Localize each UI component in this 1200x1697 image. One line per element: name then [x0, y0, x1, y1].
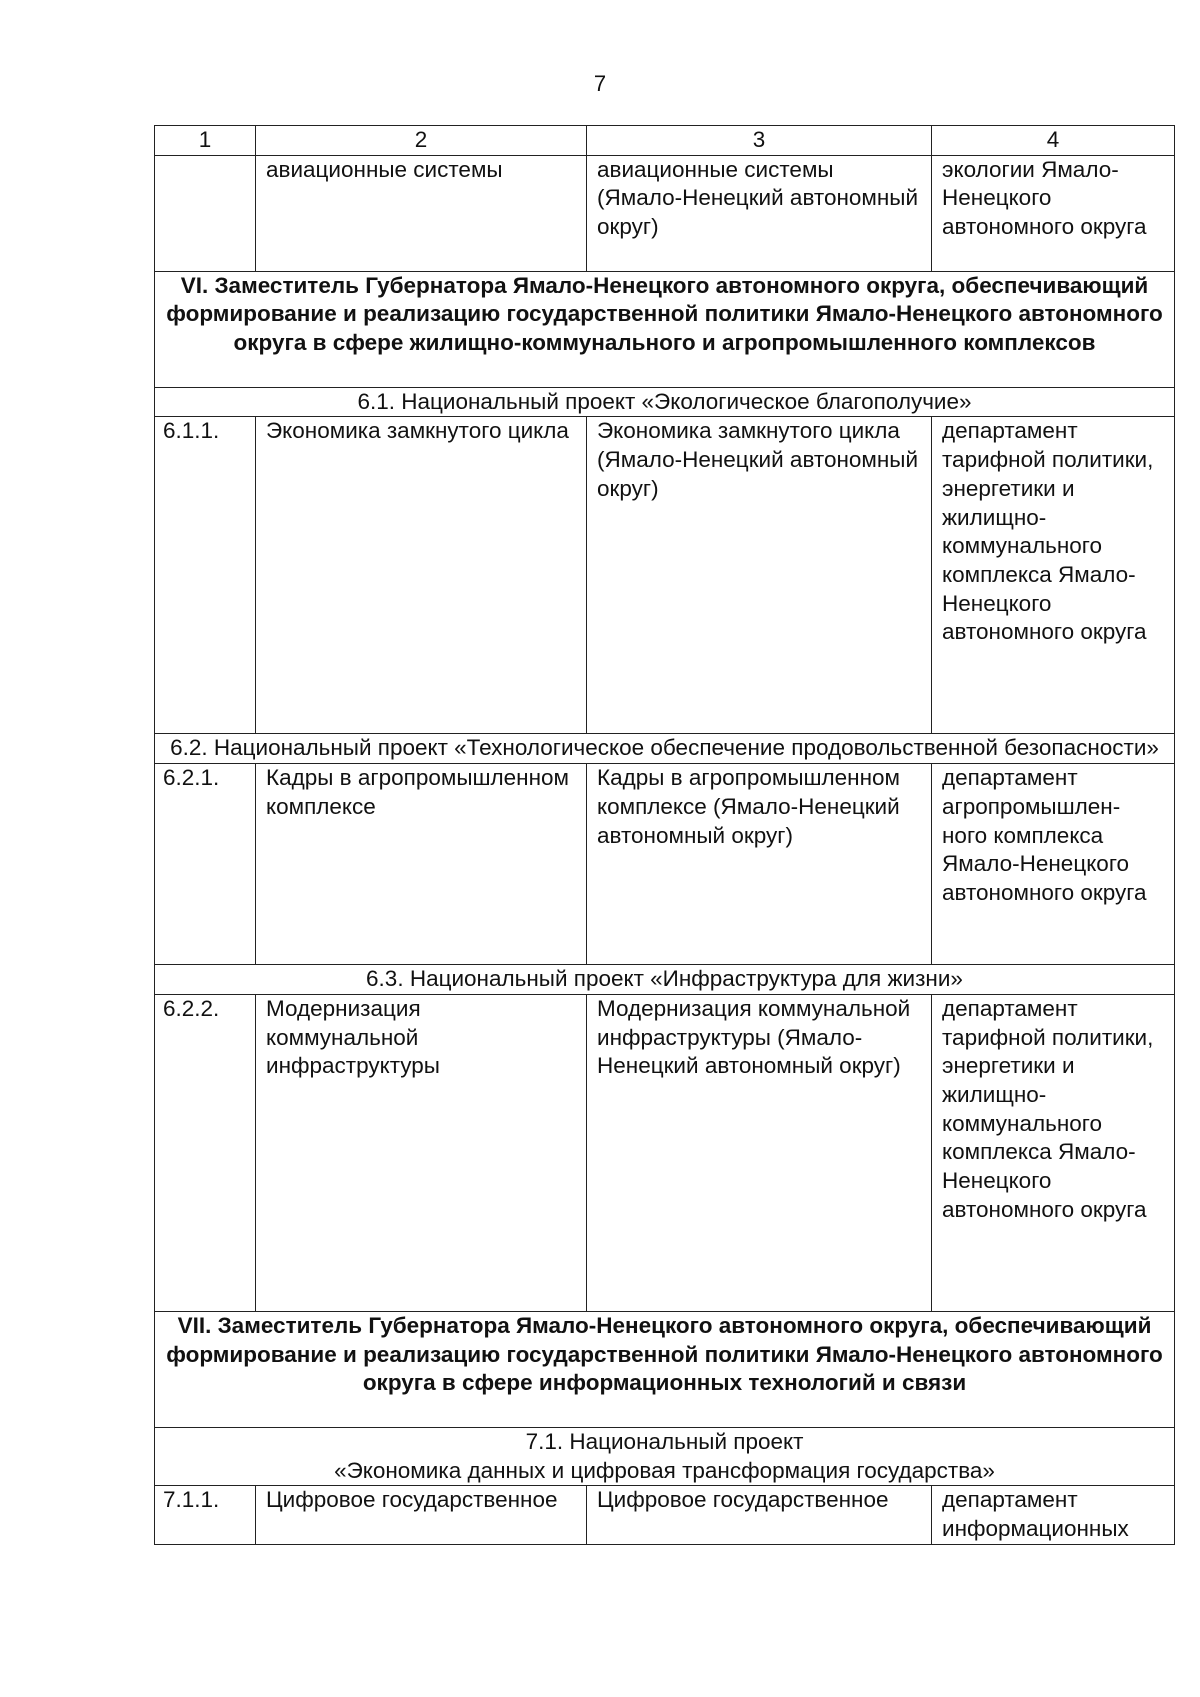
project-6-3-title: 6.3. Национальный проект «Инфраструктура для жизни» [155, 965, 1175, 995]
project-name-cell: авиационные системы [256, 155, 587, 271]
project-name-cell: Цифровое государственное [256, 1486, 587, 1544]
responsibility-table [154, 125, 1175, 1545]
row-number-cell: 6.1.1. [155, 417, 256, 734]
responsible-body-cell: департамент тарифной политики, энергетики и жилищно-коммунального комплекса Ямало-Ненецкого автономного округа [932, 417, 1175, 734]
column-header-1: 1 [155, 126, 256, 156]
section-6-title: VI. Заместитель Губернатора Ямало-Ненецкого автономного округа, обеспечивающий формирование и реализацию государственной политики Ямало-Ненецкого автономного округа в сфере жилищно-коммунального и агропромышленного комплексов [155, 271, 1175, 387]
regional-project-cell: Кадры в агропромышленном комплексе (Ямало-Ненецкий автономный округ) [587, 764, 932, 965]
project-7-1-title [155, 1427, 1175, 1485]
row-number-cell [155, 155, 256, 271]
project-name-cell: Экономика замкнутого цикла [256, 417, 587, 734]
regional-project-cell: Модернизация коммунальной инфраструктуры (Ямало-Ненецкий автономный округ) [587, 994, 932, 1311]
project-header-row [155, 1427, 1175, 1485]
column-header-4: 4 [932, 126, 1175, 156]
responsible-body-cell: департамент тарифной политики, энергетики и жилищно-коммунального комплекса Ямало-Ненецкого автономного округа [932, 994, 1175, 1311]
project-name-cell: Модернизация коммунальной инфраструктуры [256, 994, 587, 1311]
section-header-row [155, 271, 1175, 387]
responsible-body-cell: департамент агропромышлен-ного комплекса Ямало-Ненецкого автономного округа [932, 764, 1175, 965]
section-header-row [155, 1311, 1175, 1427]
section-7-title: VII. Заместитель Губернатора Ямало-Ненецкого автономного округа, обеспечивающий формирование и реализацию государственной политики Ямало-Ненецкого автономного округа в сфере информационных технологий и связи [155, 1311, 1175, 1427]
row-number-cell: 6.2.1. [155, 764, 256, 965]
regional-project-cell: Экономика замкнутого цикла (Ямало-Ненецкий автономный округ) [587, 417, 932, 734]
project-header-row [155, 734, 1175, 764]
table-row [155, 764, 1175, 965]
page-number: 7 [593, 71, 607, 96]
project-header-row [155, 965, 1175, 995]
regional-project-cell: авиационные системы (Ямало-Ненецкий автономный округ) [587, 155, 932, 271]
table-row [155, 994, 1175, 1311]
row-number-cell: 7.1.1. [155, 1486, 256, 1544]
table-row-continuation [155, 155, 1175, 271]
project-7-1-title-line2: «Экономика данных и цифровая трансформация государства» [334, 1457, 995, 1483]
column-header-2: 2 [256, 126, 587, 156]
responsible-body-cell: департамент информационных [932, 1486, 1175, 1544]
project-header-row [155, 387, 1175, 417]
project-name-cell: Кадры в агропромышленном комплексе [256, 764, 587, 965]
regional-project-cell: Цифровое государственное [587, 1486, 932, 1544]
table-row [155, 1486, 1175, 1544]
table-header-row [155, 126, 1175, 156]
project-6-1-title: 6.1. Национальный проект «Экологическое благополучие» [155, 387, 1175, 417]
table-row [155, 417, 1175, 734]
row-number-cell: 6.2.2. [155, 994, 256, 1311]
responsible-body-cell: экологии Ямало-Ненецкого автономного округа [932, 155, 1175, 271]
column-header-3: 3 [587, 126, 932, 156]
project-7-1-title-line1: 7.1. Национальный проект [525, 1428, 804, 1454]
project-6-2-title: 6.2. Национальный проект «Технологическое обеспечение продовольственной безопасности» [155, 734, 1175, 764]
